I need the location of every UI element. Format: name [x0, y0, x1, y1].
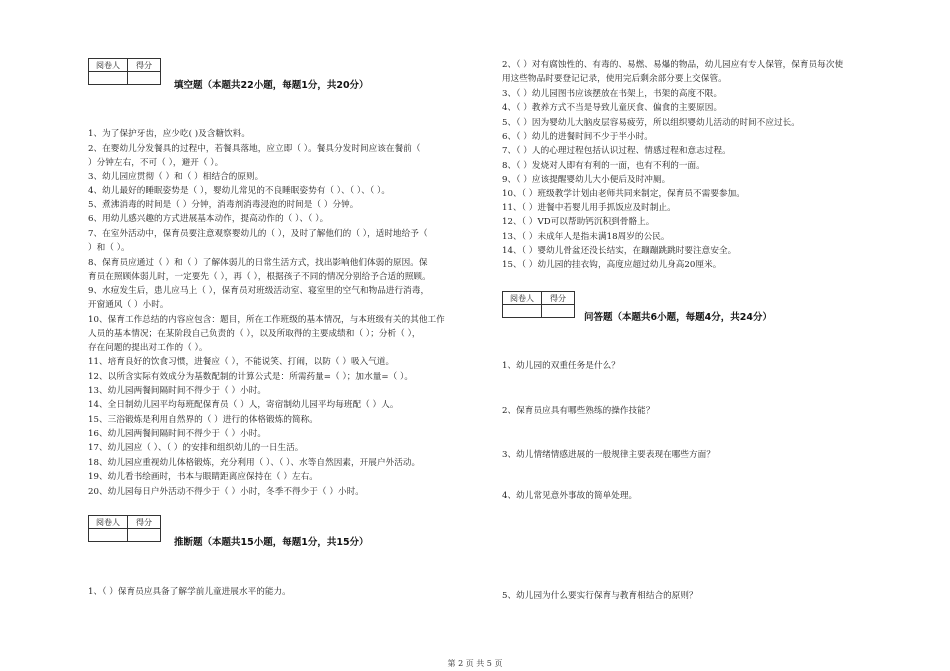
fill-question-line: 人员的基本情况；在某阶段自己负责的（ ），以及所取得的主要成绩和（ ）；分析（ ），: [88, 329, 421, 339]
fill-question-line: 12、以所含实际有效成分为基数配制的计算公式是：所需药量=（ ）；加水量=（ ）。: [88, 372, 414, 382]
score-box-qa: [502, 291, 575, 318]
fill-question-line: 5、煮沸消毒的时间是（ ）分钟，消毒剂消毒浸泡的时间是（ ）分钟。: [88, 200, 359, 210]
qa-question: 3、幼儿情绪情感进展的一般规律主要表现在哪些方面？: [502, 450, 715, 460]
fill-question-line: 8、保育员应通过（ ）和（ ）了解体弱儿的日常生活方式，找出影响他们体弱的原因。保: [88, 258, 428, 268]
judge-question-line: 12、（ ）VD可以帮助钙沉积到骨骼上。: [502, 217, 655, 227]
judge-question-line: 5、（ ）因为婴幼儿大脑皮层容易疲劳，所以组织婴幼儿活动的时间不应过长。: [502, 118, 800, 128]
fill-question-line: 17、幼儿园应（ ）、（ ）的安排和组织幼儿的一日生活。: [88, 443, 304, 453]
fill-question-line: 20、幼儿园每日户外活动不得少于（ ）小时，冬季不得少于（ ）小时。: [88, 487, 364, 497]
score-box-fill: [88, 58, 161, 85]
reviewer-cell[interactable]: [503, 305, 542, 318]
fill-question-line: 15、三浴锻炼是利用自然界的（ ）进行的体格锻炼的简称。: [88, 415, 318, 425]
qa-question: 2、保育员应具有哪些熟练的操作技能？: [502, 406, 655, 416]
fill-question-line: 9、水痘发生后，患儿应马上（ ），保育员对班级活动室、寝室里的空气和物品进行消毒，: [88, 286, 430, 296]
judge-question-line: 15、（ ）幼儿园的挂衣钩，高度应超过幼儿身高20厘米。: [502, 260, 722, 270]
judge-question-line: 13、（ ）未成年人是指未满18周岁的公民。: [502, 232, 670, 242]
score-label: 得分: [128, 59, 161, 72]
reviewer-label: 阅卷人: [89, 59, 128, 72]
fill-question-line: 1、为了保护牙齿，应少吃( )及含糖饮料。: [88, 129, 251, 139]
fill-question-line: 4、幼儿最好的睡眠姿势是（ ），婴幼儿常见的不良睡眠姿势有（ ）、（ ）、（ ）。: [88, 186, 391, 196]
judge-question: 1、（ ）保育员应具备了解学前儿童进展水平的能力。: [88, 587, 291, 597]
score-box-judge: [88, 515, 161, 542]
judge-question-line: 10、（ ）班级教学计划由老师共同来制定，保育员不需要参加。: [502, 189, 745, 199]
fill-question-line: 14、全日制幼儿园平均每班配保育员（ ）人，寄宿制幼儿园平均每班配（ ）人。: [88, 400, 399, 410]
reviewer-label: 阅卷人: [89, 516, 128, 529]
judge-question-line: 9、（ ）应该提醒婴幼儿大小便后及时冲厕。: [502, 175, 671, 185]
fill-question-line: 3、幼儿园应贯彻（ ）和（ ）相结合的原则。: [88, 172, 264, 182]
page-footer: 第 2 页 共 5 页: [447, 659, 503, 668]
judge-question-line: 11、（ ）进餐中若婴儿用手抓饭应及时制止。: [502, 203, 676, 213]
qa-question: 5、幼儿园为什么要实行保育与教育相结合的原则？: [502, 591, 698, 601]
fill-question-line: 存在问题的提出对工作的（ ）。: [88, 343, 208, 353]
judge-question-line: 4、（ ）教养方式不当是导致儿童厌食、偏食的主要原因。: [502, 103, 723, 113]
fill-question-line: 7、在室外活动中，保育员要注意观察婴幼儿的（ ），及时了解他们的（ ），适时地给予（: [88, 229, 428, 239]
fill-question-line: 开窗通风（ ）小时。: [88, 300, 169, 310]
score-cell[interactable]: [542, 305, 575, 318]
qa-question: 1、幼儿园的双重任务是什么？: [502, 361, 620, 371]
fill-question-line: ）和（ ）。: [88, 243, 130, 253]
fill-question-line: 19、幼儿看书绘画时，书本与眼睛距离应保持在（ ）左右。: [88, 472, 318, 482]
fill-question-line: 16、幼儿园两餐间隔时间不得少于（ ）小时。: [88, 429, 267, 439]
fill-question-line: 10、保育工作总结的内容应包含：题目，所在工作班级的基本情况，与本班级有关的其他工作: [88, 315, 445, 325]
score-cell[interactable]: [128, 72, 161, 85]
judge-question-line: 14、（ ）婴幼儿骨盆还没长结实，在蹦蹦跳跳时要注意安全。: [502, 246, 737, 256]
score-label: 得分: [542, 292, 575, 305]
fill-question-line: 18、幼儿园应重视幼儿体格锻炼，充分利用（ ）、（ ）、水等自然因素，开展户外活动。: [88, 458, 421, 468]
judge-section-title: 推断题（本题共15小题，每题1分，共15分）: [174, 537, 369, 548]
judge-question-line: 3、（ ）幼儿园图书应该摆放在书架上，书架的高度不限。: [502, 89, 723, 99]
reviewer-label: 阅卷人: [503, 292, 542, 305]
fill-question-line: 2、在婴幼儿分发餐具的过程中，若餐具落地，应立即（ ）。餐具分发时间应该在餐前（: [88, 144, 421, 154]
qa-section-title: 问答题（本题共6小题，每题4分，共24分）: [584, 312, 772, 323]
judge-question-line: 用这些物品时要登记记录，使用完后剩余部分要上交保管。: [502, 74, 727, 84]
reviewer-cell[interactable]: [89, 529, 128, 542]
qa-question: 4、幼儿常见意外事故的简单处理。: [502, 491, 638, 501]
score-label: 得分: [128, 516, 161, 529]
fill-question-line: ）分钟左右，不可（ ），避开（ ）。: [88, 158, 224, 168]
reviewer-cell[interactable]: [89, 72, 128, 85]
judge-question-line: 6、（ ）幼儿的进餐时间不少于半小时。: [502, 132, 653, 142]
fill-question-line: 13、幼儿园两餐间隔时间不得少于（ ）小时。: [88, 386, 267, 396]
judge-question-line: 7、（ ）人的心理过程包括认识过程、情感过程和意志过程。: [502, 146, 731, 156]
score-cell[interactable]: [128, 529, 161, 542]
judge-question-line: 2、（ ）对有腐蚀性的、有毒的、易燃、易爆的物品，幼儿园应有专人保管，保育员每次使: [502, 60, 844, 70]
fill-question-line: 6、用幼儿感兴趣的方式进展基本动作，提高动作的（ ）、（ ）。: [88, 214, 329, 224]
fill-section-title: 填空题（本题共22小题，每题1分，共20分）: [174, 80, 369, 91]
fill-question-line: 11、培育良好的饮食习惯，进餐应（ ），不能说笑、打闹，以防（ ）吸入气道。: [88, 357, 395, 367]
judge-question-line: 8、（ ）发烧对人即有有利的一面，也有不利的一面。: [502, 161, 705, 171]
fill-question-line: 育员在照顾体弱儿时，一定要先（ ），再（ ），根据孩子不同的情况分别给予合适的照顾。: [88, 272, 431, 282]
